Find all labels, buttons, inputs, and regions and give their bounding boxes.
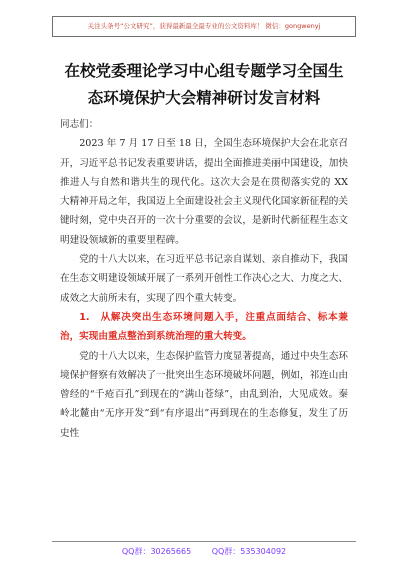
section-heading-1: 1. 从解决突出生态环境问题入手，注重点面结合、标本兼治，实现由重点整治到系统治理的重大转变。 <box>60 311 348 343</box>
footer-qq-group-2: QQ群：535304092 <box>211 547 287 556</box>
footer-divider <box>52 541 356 542</box>
document-title <box>60 58 348 112</box>
footer <box>52 546 356 558</box>
paragraph-3: 党的十八大以来，生态保护监管力度显著提高，通过中央生态环境保护督察有效解决了一批突出生态环境破坏问题，例如，祁连山由曾经的“千疮百孔”到现在的“满山苍绿”，由乱到治，大见成效。秦岭北麓由“无序开发”到“有序退出”再到现在的生态修复，发生了历史性 <box>60 350 348 439</box>
title-line-1: 在校党委理论学习中心组专题学习全国生 <box>64 62 344 80</box>
footer-qq-group-1: QQ群：30265665 <box>121 547 192 556</box>
promo-banner: 关注头条号“公文研究”，获得最新最全最专业的公文资料库！ 微信：gongwenyj <box>52 16 356 37</box>
paragraph-1: 2023 年 7 月 17 日至 18 日，全国生态环境保护大会在北京召开，习近平总书记发表重要讲话，提出全面推进美丽中国建设，加快推进人与自然和谐共生的现代化。这次大会是在贯彻落实党的 XX 大精神开局之年，我国迈上全面建设社会主义现代化国家新征程的关键时刻，党中央召开的一次十分重要的会议，是新时代新征程生态文明建设领域新的重要里程碑。 <box>60 138 348 246</box>
paragraph-2: 党的十八大以来，在习近平总书记亲自谋划、亲自推动下，我国在生态文明建设领域开展了一系列开创性工作决心之大、力度之大、成效之大前所未有，实现了四个重大转变。 <box>60 254 348 304</box>
salutation: 同志们： <box>60 119 99 130</box>
document-body <box>60 115 348 443</box>
title-line-2: 态环境保护大会精神研讨发言材料 <box>87 89 321 107</box>
